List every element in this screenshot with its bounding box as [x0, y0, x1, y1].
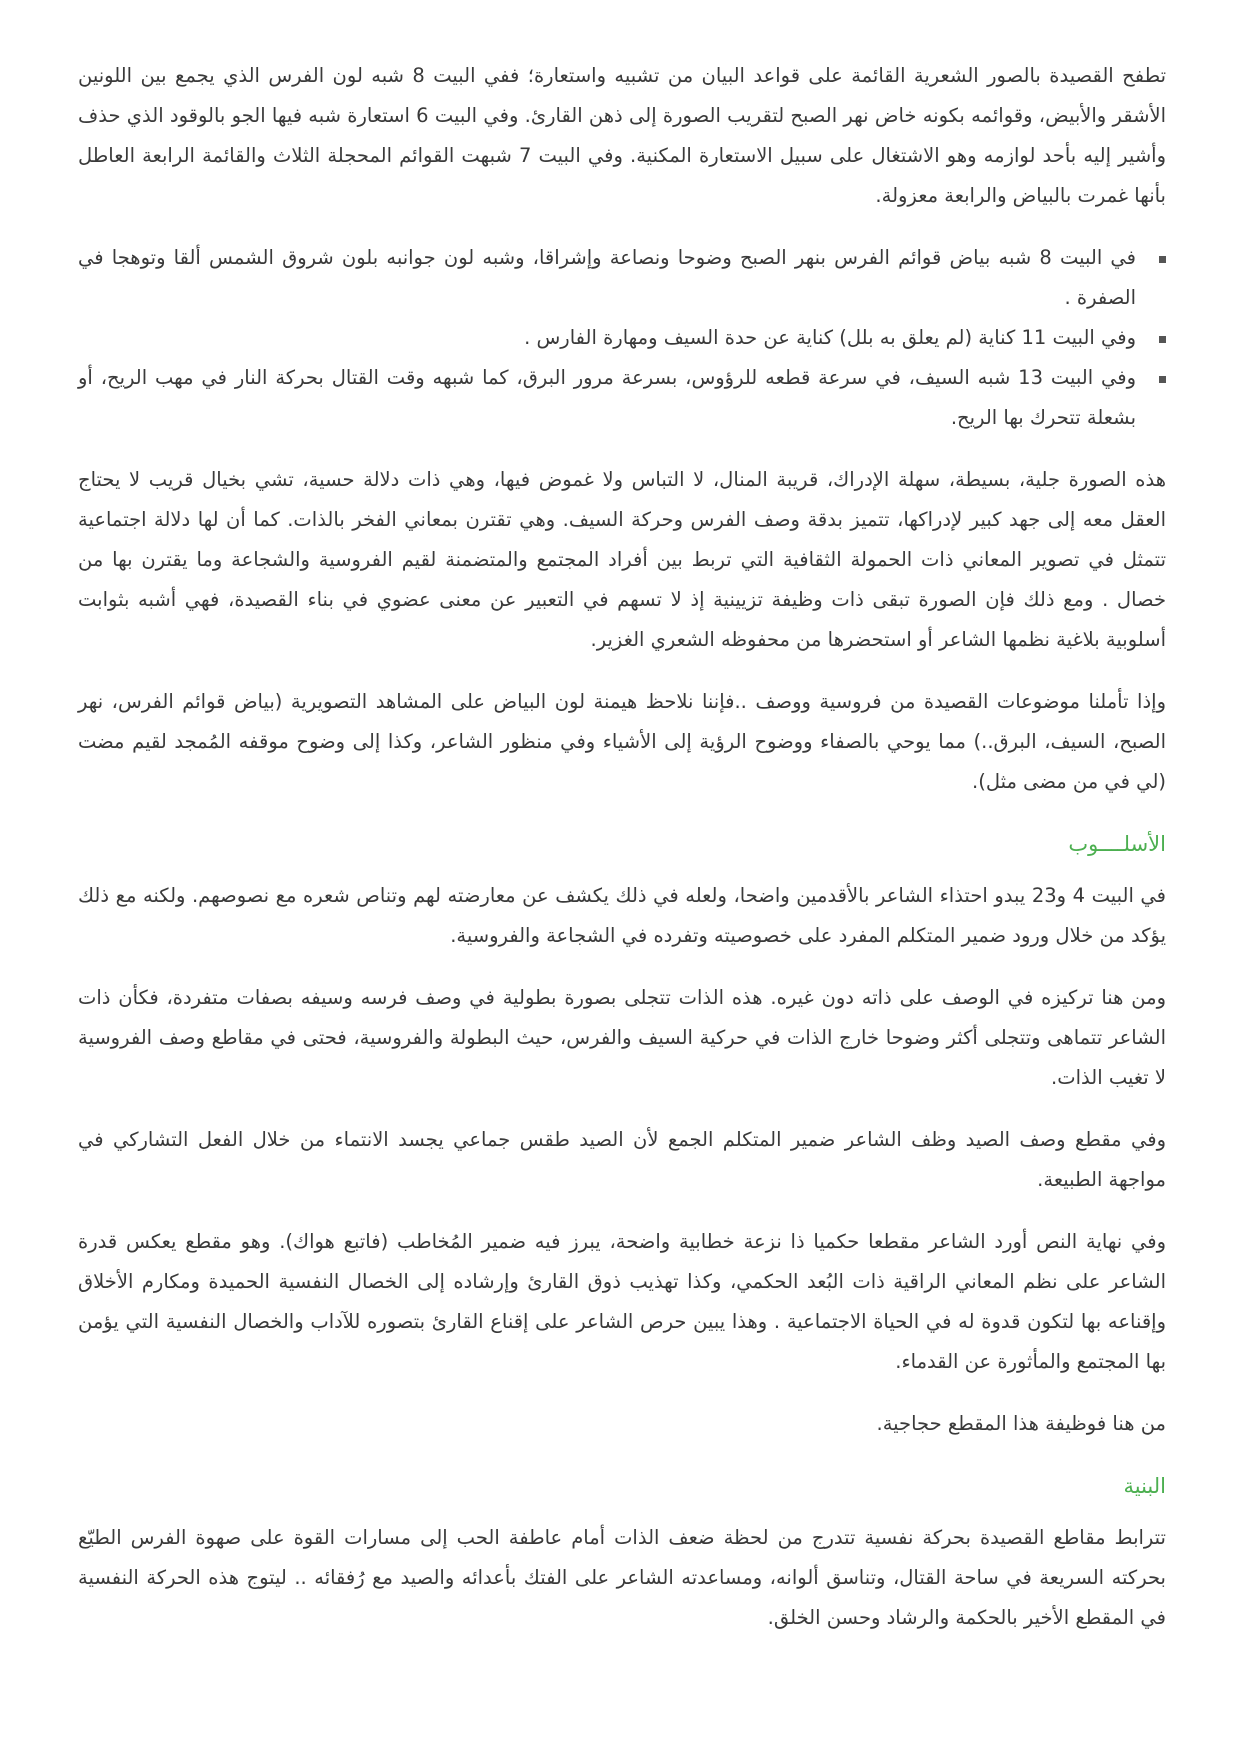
- imagery-bullet-list: [78, 238, 1166, 438]
- style-paragraph-1: في البيت 4 و23 يبدو احتذاء الشاعر بالأقدمين واضحا، ولعله في ذلك يكشف عن معارضته لهم وتناص شعره مع نصوصهم. ولكنه مع ذلك يؤكد من خلال ورود ضمير المتكلم المفرد على خصوصيته وتفرده في الشجاعة والفروسية.: [78, 884, 1166, 947]
- structure-paragraph: تترابط مقاطع القصيدة بحركة نفسية تتدرج من لحظة ضعف الذات أمام عاطفة الحب إلى مسارات القوة على صهوة الفرس الطيّع بحركته السريعة في ساحة القتال، وتناسق ألوانه، ومساعدته الشاعر على الفتك بأعدائه والصيد مع رُفقائه .. ليتوج هذه الحركة النفسية في المقطع الأخير بالحكمة والرشاد وحسن الخلق.: [78, 1526, 1166, 1629]
- style-paragraph-4: وفي نهاية النص أورد الشاعر مقطعا حكميا ذا نزعة خطابية واضحة، يبرز فيه ضمير المُخاطب (فاتبع هواك). وهو مقطع يعكس قدرة الشاعر على نظم المعاني الراقية ذات البُعد الحكمي، وكذا تهذيب ذوق القارئ وإرشاده إلى الخصال النفسية الحميدة ومكارم الأخلاق وإقناعه بها لتكون قدوة له في الحياة الاجتماعية . وهذا يبين حرص الشاعر على إقناع القارئ بتصوره للآداب والخصال النفسية التي يؤمن بها المجتمع والمأثورة عن القدماء.: [78, 1230, 1166, 1373]
- style-paragraph-3: وفي مقطع وصف الصيد وظف الشاعر ضمير المتكلم الجمع لأن الصيد طقس جماعي يجسد الانتماء من خلال الفعل التشاركي في مواجهة الطبيعة.: [78, 1128, 1166, 1191]
- image-analysis-paragraph: هذه الصورة جلية، بسيطة، سهلة الإدراك، قريبة المنال، لا التباس ولا غموض فيها، وهي ذات دلالة حسية، تشي بخيال قريب لا يحتاج العقل معه إلى جهد كبير لإدراكها، تتميز بدقة وصف الفرس وحركة السيف. وهي تقترن بمعاني الفخر بالذات. كما أن لها دلالة اجتماعية تتمثل في تصوير المعاني ذات الحمولة الثقافية التي تربط بين أفراد المجتمع والمتضمنة لقيم الفروسية والشجاعة وما يقترن بها من خصال . ومع ذلك فإن الصورة تبقى ذات وظيفة تزيينية إذ لا تسهم في التعبير عن معنى عضوي في بناء القصيدة، فهي أشبه بثوابت أسلوبية بلاغية نظمها الشاعر أو استحضرها من محفوظه الشعري الغزير.: [78, 468, 1166, 651]
- list-item: في البيت 8 شبه بياض قوائم الفرس بنهر الصبح وضوحا ونصاعة وإشراقا، وشبه لون جوانبه بلون شروق الشمس ألقا وتوهجا في الصفرة .: [78, 238, 1136, 318]
- style-paragraph-5: من هنا فوظيفة هذا المقطع حجاجية.: [876, 1412, 1166, 1435]
- style-section-title: الأسلــــوب: [1068, 832, 1166, 856]
- intro-paragraph: تطفح القصيدة بالصور الشعرية القائمة على قواعد البيان من تشبيه واستعارة؛ ففي البيت 8 شبه لون الفرس الذي يجمع بين اللونين الأشقر والأبيض، وقوائمه بكونه خاض نهر الصبح لتقريب الصورة إلى ذهن القارئ. وفي البيت 6 استعارة شبه فيها الجو بالوقود الذي حذف وأشير إليه بأحد لوازمه وهو الاشتغال على سبيل الاستعارة المكنية. وفي البيت 7 شبهت القوائم المحجلة الثلاث والقائمة الرابعة العاطل بأنها غمرت بالبياض والرابعة معزولة.: [78, 64, 1166, 207]
- document-page: [78, 56, 1166, 1660]
- white-color-paragraph: وإذا تأملنا موضوعات القصيدة من فروسية ووصف ..فإننا نلاحظ هيمنة لون البياض على المشاهد التصويرية (بياض قوائم الفرس، نهر الصبح، السيف، البرق..) مما يوحي بالصفاء ووضوح الرؤية إلى الأشياء وفي منظور الشاعر، وكذا إلى وضوح موقفه المُمجد لقيم مضت (لي في من مضى مثل).: [78, 690, 1166, 793]
- structure-section-title: البنية: [1123, 1474, 1166, 1498]
- list-item: وفي البيت 13 شبه السيف، في سرعة قطعه للرؤوس، بسرعة مرور البرق، كما شبهه وقت القتال بحركة النار في مهب الريح، أو بشعلة تتحرك بها الريح.: [78, 358, 1136, 438]
- style-paragraph-2: ومن هنا تركيزه في الوصف على ذاته دون غيره. هذه الذات تتجلى بصورة بطولية في وصف فرسه وسيفه بصفات متفردة، فكأن ذات الشاعر تتماهى وتتجلى أكثر وضوحا خارج الذات في حركية السيف والفرس، حيث البطولة والفروسية، فحتى في مقاطع وصف الفروسية لا تغيب الذات.: [78, 986, 1166, 1089]
- list-item: وفي البيت 11 كناية (لم يعلق به بلل) كناية عن حدة السيف ومهارة الفارس .: [78, 318, 1136, 358]
